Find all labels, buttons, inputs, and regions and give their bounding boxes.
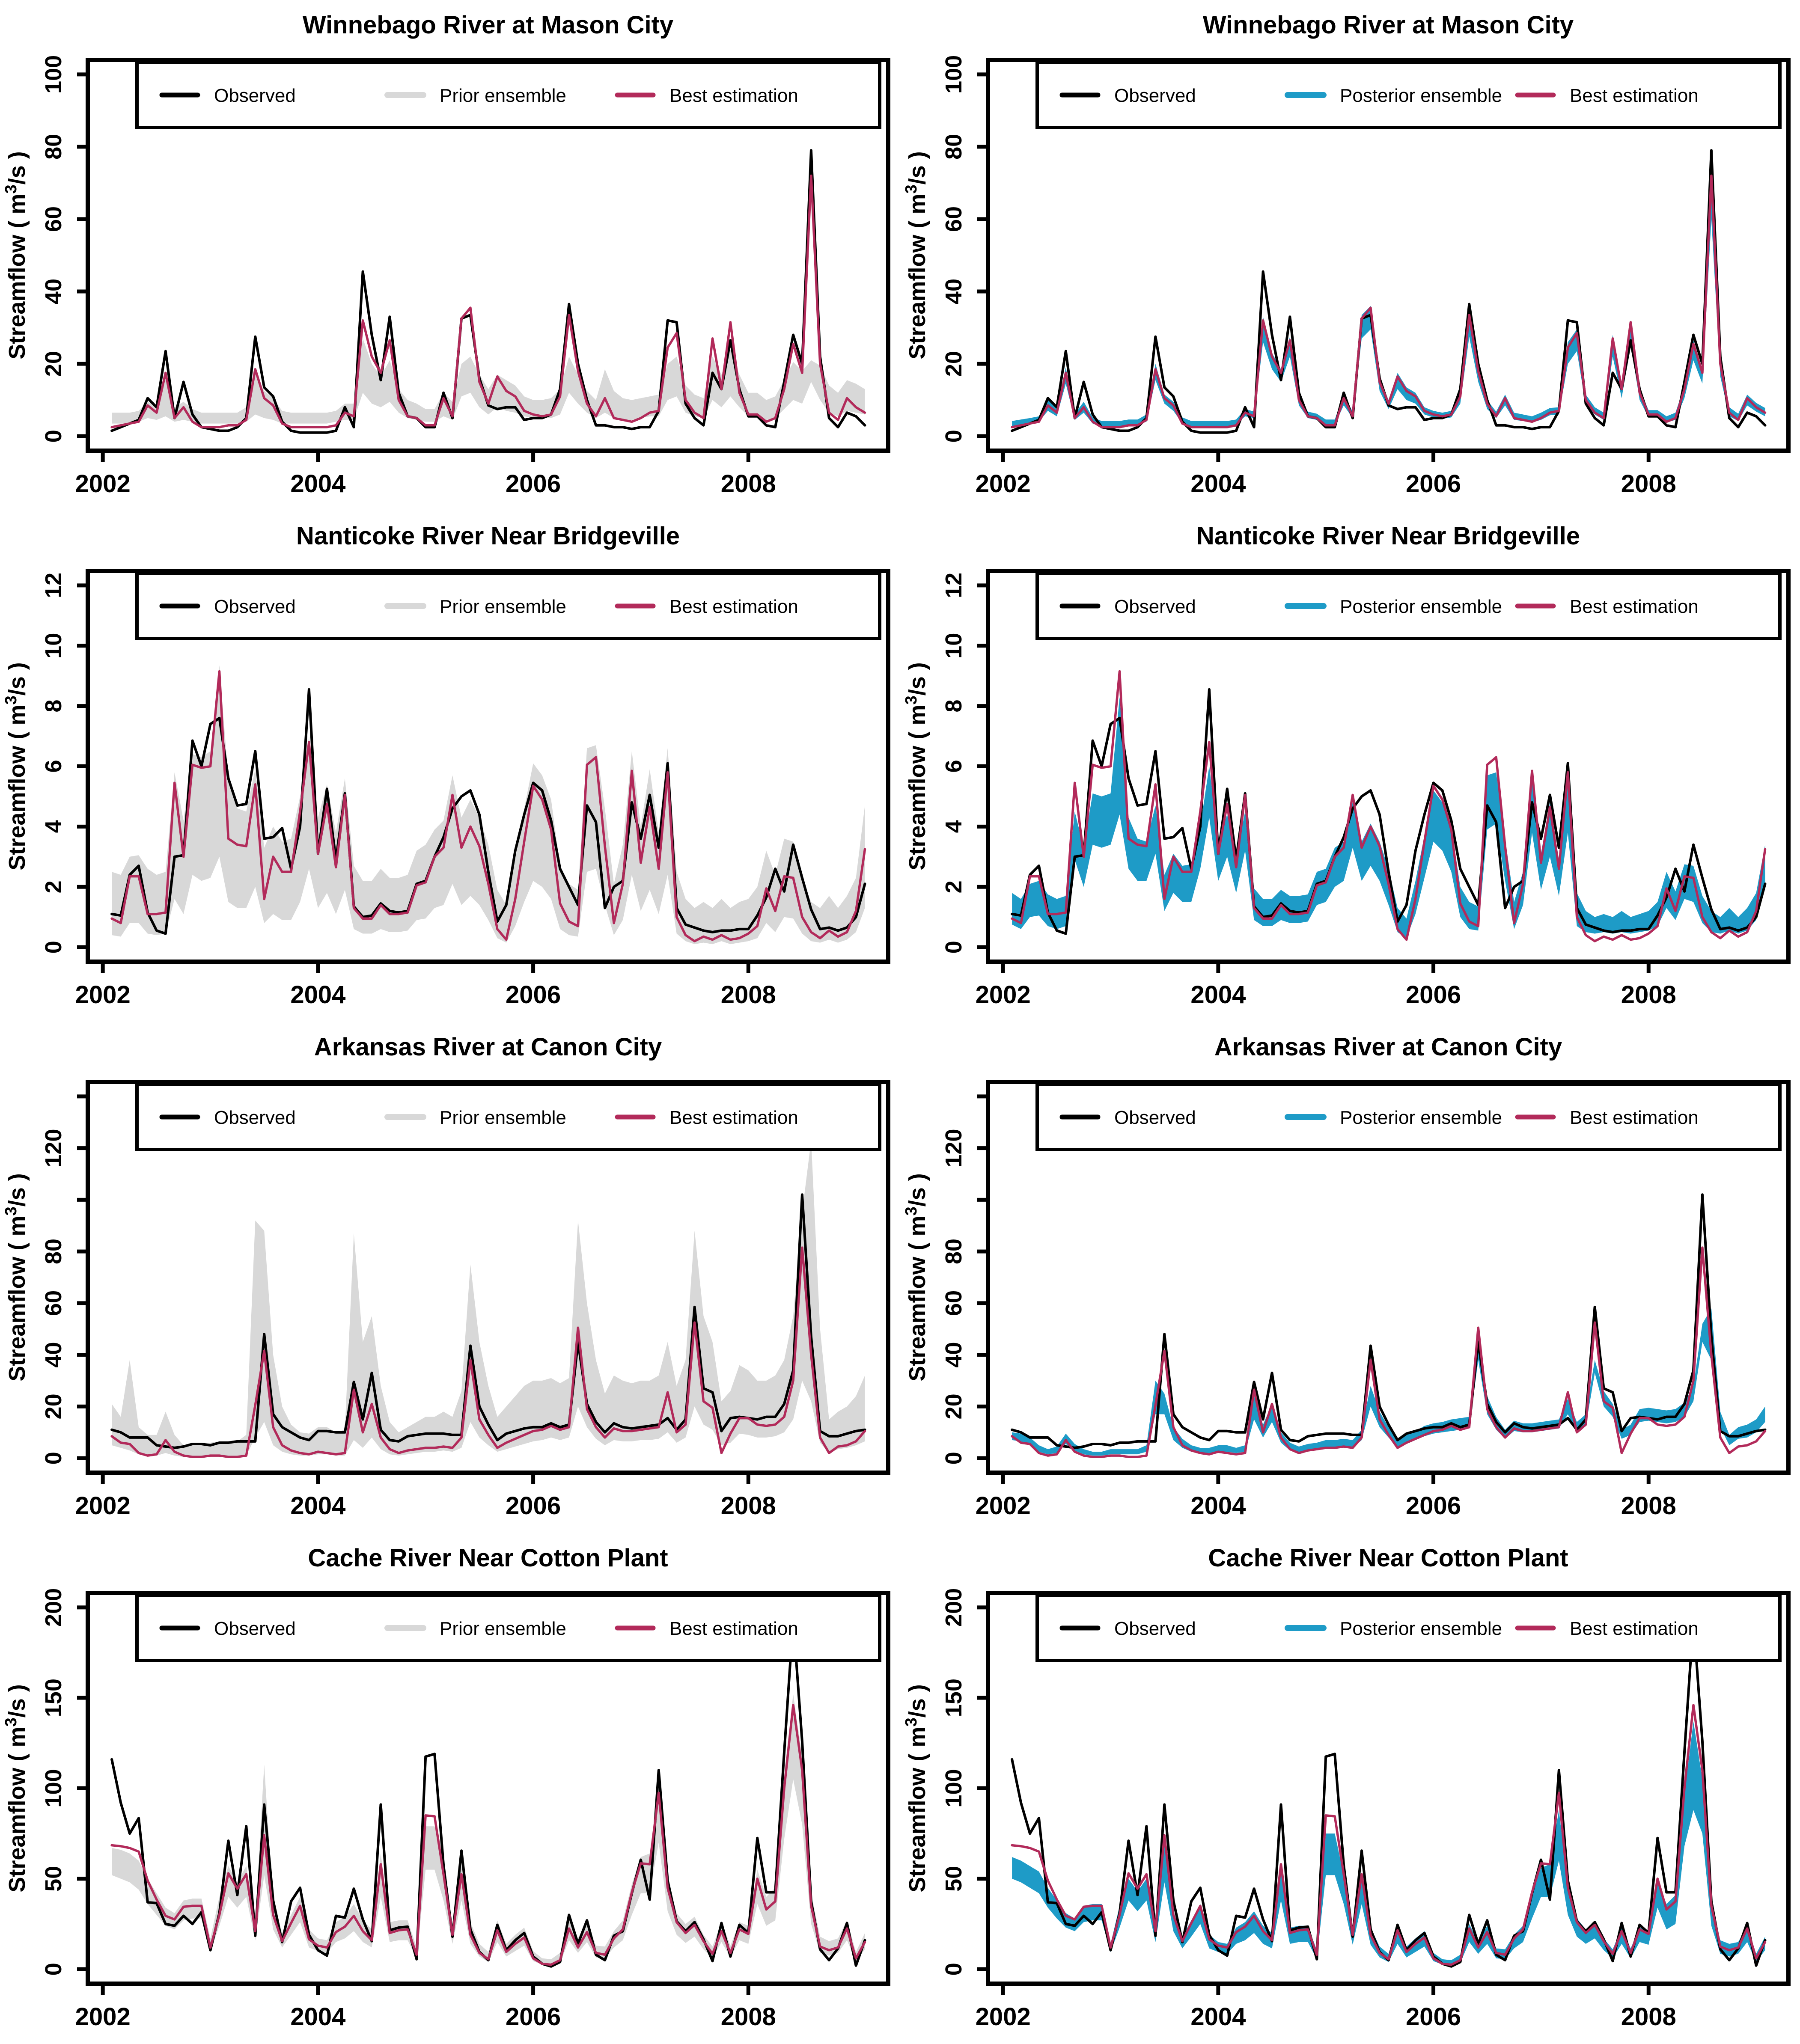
y-tick-label: 12 [41, 572, 66, 598]
legend-observed-label: Observed [1114, 1618, 1196, 1639]
y-tick-label: 200 [41, 1588, 66, 1627]
y-axis-label: Streamflow ( $m^3/s$ ) [902, 662, 930, 870]
legend-prior-ensemble-label: Prior ensemble [440, 85, 566, 106]
y-tick-label: 100 [41, 1769, 66, 1808]
y-tick-label: 4 [41, 820, 66, 833]
x-tick-label: 2006 [1406, 1492, 1461, 1520]
x-tick-label: 2006 [1406, 470, 1461, 498]
legend-prior-ensemble-label: Prior ensemble [440, 1107, 566, 1128]
y-tick-label: 80 [41, 1239, 66, 1265]
x-tick-label: 2004 [1190, 2003, 1246, 2031]
panel-cache-river-near-cotton-plant-posterior [900, 1533, 1800, 2044]
y-tick-label: 20 [941, 351, 967, 377]
x-tick-label: 2002 [975, 981, 1031, 1009]
legend-prior-ensemble-label: Prior ensemble [440, 1618, 566, 1639]
x-tick-label: 2002 [975, 1492, 1031, 1520]
chart-canvas-4 [0, 1022, 900, 1533]
posterior-ensemble-band [1012, 179, 1765, 426]
prior-ensemble-band [112, 339, 865, 424]
chart-title: Nanticoke River Near Bridgeville [296, 522, 680, 550]
x-tick-label: 2004 [1190, 1492, 1246, 1520]
prior-ensemble-band [112, 1694, 865, 1966]
legend-observed-label: Observed [214, 596, 296, 617]
x-tick-label: 2004 [290, 981, 346, 1009]
prior-ensemble-band [112, 665, 865, 945]
y-tick-label: 0 [941, 430, 967, 443]
legend-best-estimation-label: Best estimation [1570, 85, 1699, 106]
y-tick-label: 6 [41, 760, 66, 773]
x-tick-label: 2008 [720, 1492, 776, 1520]
y-axis-label: Streamflow ( $m^3/s$ ) [2, 151, 30, 359]
y-tick-label: 10 [41, 633, 66, 659]
y-tick-label: 40 [41, 1342, 66, 1368]
panel-arkansas-river-at-canon-city-prior [0, 1022, 900, 1533]
y-tick-label: 80 [941, 1239, 967, 1265]
y-tick-label: 120 [941, 1129, 967, 1168]
chart-canvas-5 [900, 1022, 1800, 1533]
y-tick-label: 40 [941, 278, 967, 305]
panel-cache-river-near-cotton-plant-prior [0, 1533, 900, 2044]
x-tick-label: 2004 [1190, 981, 1246, 1009]
legend-best-estimation-label: Best estimation [1570, 1107, 1699, 1128]
x-tick-label: 2002 [975, 2003, 1031, 2031]
y-tick-label: 12 [941, 572, 967, 598]
y-tick-label: 50 [41, 1866, 66, 1892]
y-tick-label: 8 [41, 699, 66, 713]
legend-prior-ensemble-label: Prior ensemble [440, 596, 566, 617]
chart-title: Arkansas River at Canon City [314, 1033, 662, 1061]
panel-arkansas-river-at-canon-city-posterior [900, 1022, 1800, 1533]
y-tick-label: 80 [941, 134, 967, 160]
y-tick-label: 20 [41, 1393, 66, 1420]
y-tick-label: 0 [41, 1452, 66, 1465]
y-tick-label: 80 [41, 134, 66, 160]
x-tick-label: 2006 [506, 981, 561, 1009]
legend-best-estimation-label: Best estimation [1570, 1618, 1699, 1639]
y-axis-label: Streamflow ( $m^3/s$ ) [902, 151, 930, 359]
y-tick-label: 0 [941, 1963, 967, 1976]
y-tick-label: 200 [941, 1588, 967, 1627]
y-tick-label: 0 [41, 1963, 66, 1976]
y-tick-label: 2 [941, 880, 967, 894]
chart-title: Cache River Near Cotton Plant [1208, 1544, 1568, 1572]
x-tick-label: 2006 [506, 1492, 561, 1520]
x-tick-label: 2002 [75, 470, 131, 498]
y-tick-label: 0 [41, 430, 66, 443]
y-tick-label: 20 [941, 1393, 967, 1420]
y-tick-label: 100 [941, 1769, 967, 1808]
legend-observed-label: Observed [214, 1107, 296, 1128]
x-tick-label: 2006 [1406, 981, 1461, 1009]
y-tick-label: 4 [941, 820, 967, 833]
observed-line [1012, 150, 1765, 432]
legend-observed-label: Observed [1114, 1107, 1196, 1128]
chart-canvas-1 [900, 0, 1800, 511]
legend-posterior-ensemble-label: Posterior ensemble [1340, 1618, 1502, 1639]
y-tick-label: 40 [41, 278, 66, 305]
chart-canvas-3 [900, 511, 1800, 1022]
x-tick-label: 2006 [506, 2003, 561, 2031]
y-tick-label: 60 [41, 206, 66, 232]
chart-canvas-6 [0, 1533, 900, 2044]
chart-title: Winnebago River at Mason City [1202, 11, 1574, 39]
x-tick-label: 2002 [75, 1492, 131, 1520]
y-tick-label: 0 [941, 1452, 967, 1465]
y-axis-label: Streamflow ( $m^3/s$ ) [2, 662, 30, 870]
y-tick-label: 0 [941, 941, 967, 954]
chart-title: Winnebago River at Mason City [302, 11, 674, 39]
x-tick-label: 2008 [1621, 2003, 1676, 2031]
panel-nanticoke-river-near-bridgeville-prior [0, 511, 900, 1022]
panel-nanticoke-river-near-bridgeville-posterior [900, 511, 1800, 1022]
y-tick-label: 40 [941, 1342, 967, 1368]
chart-title: Nanticoke River Near Bridgeville [1196, 522, 1580, 550]
x-tick-label: 2004 [290, 1492, 346, 1520]
legend-posterior-ensemble-label: Posterior ensemble [1340, 85, 1502, 106]
legend-best-estimation-label: Best estimation [669, 1107, 798, 1128]
posterior-ensemble-band [1012, 697, 1765, 939]
y-tick-label: 60 [941, 1290, 967, 1316]
y-tick-label: 100 [41, 55, 66, 94]
prior-ensemble-band [112, 1141, 865, 1457]
legend-best-estimation-label: Best estimation [669, 596, 798, 617]
posterior-ensemble-band [1012, 1721, 1765, 1966]
y-axis-label: Streamflow ( $m^3/s$ ) [2, 1684, 30, 1892]
x-tick-label: 2002 [75, 2003, 131, 2031]
x-tick-label: 2008 [1621, 1492, 1676, 1520]
legend-observed-label: Observed [214, 1618, 296, 1639]
x-tick-label: 2008 [720, 470, 776, 498]
y-tick-label: 2 [41, 880, 66, 894]
legend-posterior-ensemble-label: Posterior ensemble [1340, 1107, 1502, 1128]
y-tick-label: 60 [941, 206, 967, 232]
x-tick-label: 2004 [1190, 470, 1246, 498]
chart-canvas-0 [0, 0, 900, 511]
panel-winnebago-river-at-mason-city-prior [0, 0, 900, 511]
legend-posterior-ensemble-label: Posterior ensemble [1340, 596, 1502, 617]
y-axis-label: Streamflow ( $m^3/s$ ) [902, 1684, 930, 1892]
y-tick-label: 120 [41, 1129, 66, 1168]
legend-observed-label: Observed [1114, 85, 1196, 106]
y-tick-label: 50 [941, 1866, 967, 1892]
y-tick-label: 60 [41, 1290, 66, 1316]
legend-observed-label: Observed [214, 85, 296, 106]
y-tick-label: 150 [41, 1679, 66, 1717]
x-tick-label: 2008 [720, 981, 776, 1009]
legend-best-estimation-label: Best estimation [1570, 596, 1699, 617]
chart-canvas-2 [0, 511, 900, 1022]
x-tick-label: 2008 [1621, 470, 1676, 498]
x-tick-label: 2002 [975, 470, 1031, 498]
x-tick-label: 2008 [720, 2003, 776, 2031]
best-estimation-line [1012, 176, 1765, 428]
y-axis-label: Streamflow ( $m^3/s$ ) [2, 1173, 30, 1381]
chart-title: Cache River Near Cotton Plant [308, 1544, 668, 1572]
y-tick-label: 0 [41, 941, 66, 954]
x-tick-label: 2004 [290, 470, 346, 498]
legend-observed-label: Observed [1114, 596, 1196, 617]
x-tick-label: 2008 [1621, 981, 1676, 1009]
x-tick-label: 2006 [506, 470, 561, 498]
y-tick-label: 20 [41, 351, 66, 377]
y-tick-label: 100 [941, 55, 967, 94]
y-tick-label: 8 [941, 699, 967, 713]
legend-best-estimation-label: Best estimation [669, 1618, 798, 1639]
y-tick-label: 150 [941, 1679, 967, 1717]
y-tick-label: 6 [941, 760, 967, 773]
legend-best-estimation-label: Best estimation [669, 85, 798, 106]
x-tick-label: 2006 [1406, 2003, 1461, 2031]
x-tick-label: 2002 [75, 981, 131, 1009]
y-tick-label: 10 [941, 633, 967, 659]
y-axis-label: Streamflow ( $m^3/s$ ) [902, 1173, 930, 1381]
chart-title: Arkansas River at Canon City [1214, 1033, 1562, 1061]
x-tick-label: 2004 [290, 2003, 346, 2031]
chart-canvas-7 [900, 1533, 1800, 2044]
panel-winnebago-river-at-mason-city-posterior [900, 0, 1800, 511]
